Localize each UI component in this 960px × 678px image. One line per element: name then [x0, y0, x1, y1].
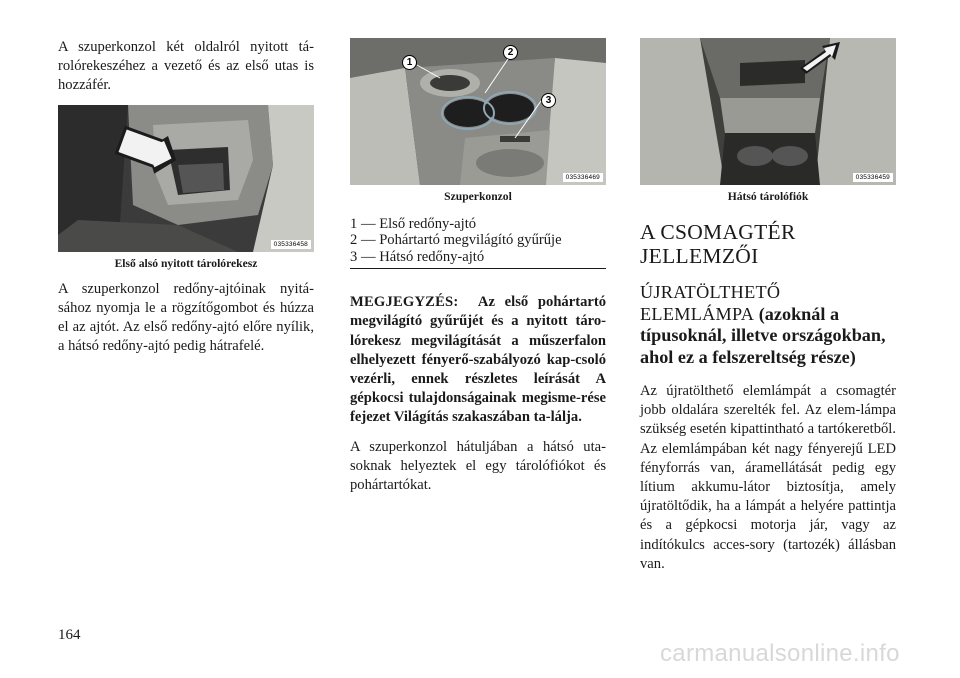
subsection-heading-title: ÚJRATÖLTHETŐ ELEMLÁMPA	[640, 282, 781, 324]
figure-code: 035336469	[563, 173, 603, 182]
intro-paragraph: A szuperkonzol két oldalról nyitott tá-rolórekeszéhez a vezető és az első utas is hozzáfér.	[58, 39, 314, 94]
callout-1: 1	[402, 55, 417, 70]
figure-code: 035336459	[853, 173, 893, 182]
subsection-heading-qualifier: (azoknál a típusoknál, illetve országokban, ahol ez a felszereltség része)	[640, 303, 886, 367]
figure-caption: Szuperkonzol	[444, 190, 512, 203]
body-paragraph: Az újratölthető elemlámpát a csomagtér jobb oldalára szerelték fel. Az elem-lámpa szükség esetén kipattintható a tartókeretből. Az elemlámpában két nagy fényerejű LED fényforrás van, áramellátását pedig egy lítium akkumu-látor biztosítja, amely újratöltődik, ha a lámpát a helyére pattintja és a gépkocsi motorja jár, vagy az indítókulcs acces-sory (tartozék) állásban van.	[640, 383, 896, 572]
note-label: MEGJEGYZÉS:	[350, 294, 459, 311]
figure-code: 035336458	[271, 240, 311, 249]
legend-divider	[350, 268, 606, 269]
column-left	[58, 38, 314, 356]
callout-3: 3	[541, 93, 556, 108]
subsection-heading	[640, 282, 896, 368]
legend-item: 3 — Hátsó redőny-ajtó	[350, 248, 485, 265]
note-paragraph	[350, 293, 606, 427]
column-middle	[350, 38, 606, 495]
legend-item: 2 — Pohártartó megvilágító gyűrűje	[350, 232, 562, 249]
rear-drawer-illustration	[640, 38, 896, 185]
figure-caption: Hátsó tárolófiók	[727, 190, 809, 203]
figure-caption: Első alsó nyitott tárolórekesz	[114, 256, 258, 270]
figure-legend	[350, 216, 606, 269]
rear-drawer-photo	[640, 38, 896, 185]
page-number: 164	[58, 627, 81, 643]
watermark: carmanualsonline.info	[660, 640, 900, 667]
legend-item: 1 — Első redőny-ajtó	[350, 216, 477, 232]
body-paragraph: A szuperkonzol hátuljában a hátsó uta-soknak helyeztek el egy tárolófiókot és pohártartókat.	[350, 438, 606, 494]
console-photo	[350, 38, 606, 185]
front-lower-bin-illustration	[58, 105, 314, 252]
body-paragraph: A szuperkonzol redőny-ajtóinak nyitá-sához nyomja le a rögzítőgombot és húzza el az ajtót. Az első redőny-ajtó előre nyílik, a hátsó redőny-ajtó pedig hátrafelé.	[58, 280, 314, 355]
section-heading	[640, 221, 896, 268]
front-lower-bin-photo	[58, 105, 314, 252]
callout-2: 2	[503, 45, 518, 60]
section-heading-line1: A CSOMAGTÉR	[640, 220, 796, 244]
note-text: Az első pohártartó megvilágító gyűrűjét és a nyitott táro-lórekesz megvilágítását a műszerfalon elhelyezett fényerő-szabályozó kap-csoló vezérli, ennek részletes leírását A gépkocsi tulajdonságainak megisme-rése fejezet Világítás szakaszában ta-lálja.	[350, 294, 606, 426]
section-heading-line2: JELLEMZŐI	[640, 243, 759, 268]
column-right	[640, 38, 896, 574]
callout-leader-lines	[350, 38, 606, 185]
